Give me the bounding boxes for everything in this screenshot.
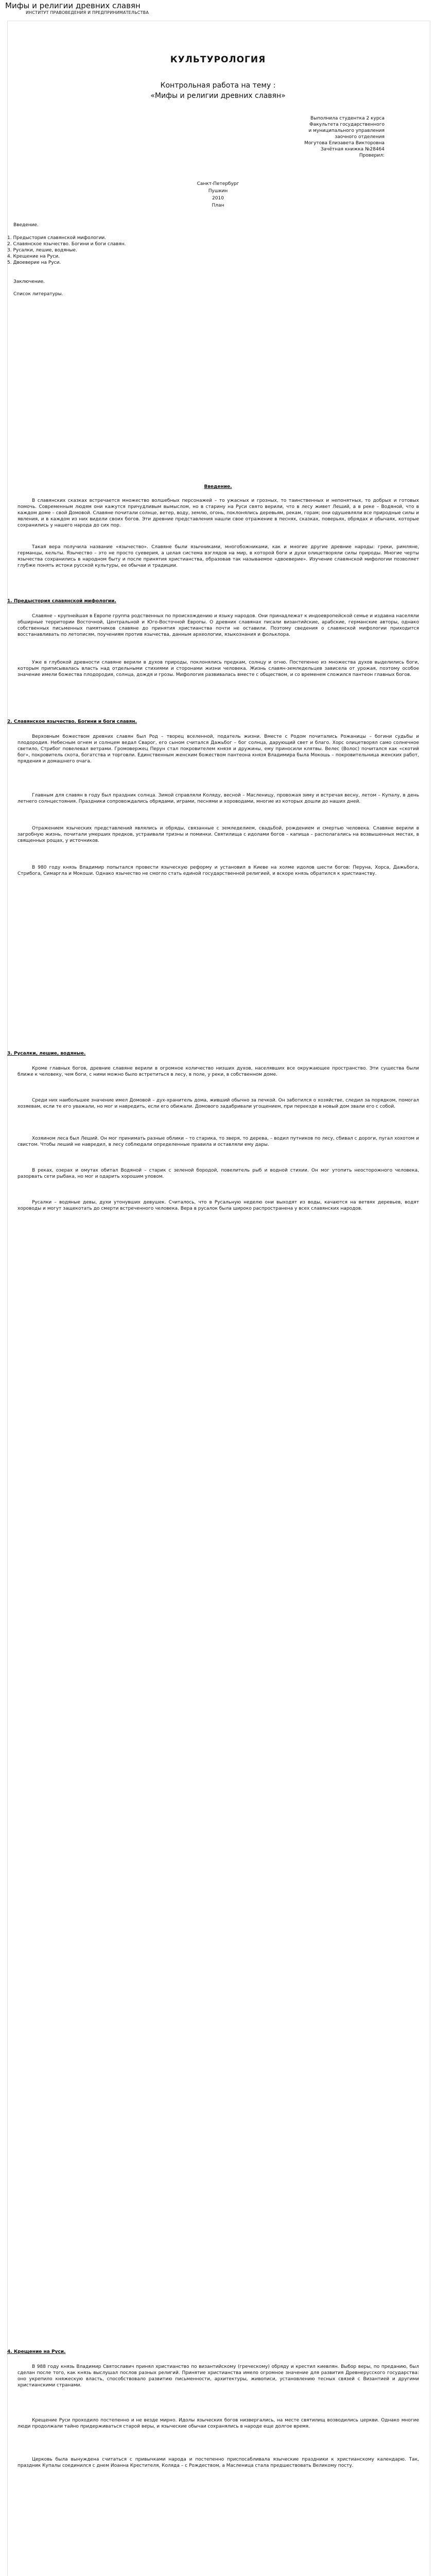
paragraph: В 988 году князь Владимир Святославич принял христианство по византийскому (греческому) обряду и крестил киевлян. Выбор веры, по преданию, был сделан после того, как князь выслушал послов разных религий. Принятие христианства имело огромное значение для развития Древнерусского государства: оно укрепило княжескую власть, способствовало развитию письменности, архитектуры, живописи, установлению тесных связей с Византией и другими христианскими странами. bbox=[18, 2364, 419, 2388]
paragraph: Церковь была вынуждена считаться с привычками народа и постепенно приспосабливала языческие праздники к христианскому календарю. Так, праздник Купалы соединился с днем Иоанна Крестителя, Коляда – с Рождеством, а Масленица стала предшествовать Великому посту. bbox=[18, 2457, 419, 2468]
toc-item: 4. Крещение на Руси. bbox=[7, 254, 60, 259]
toc-item: 2. Славянское язычество. Богини и боги славян. bbox=[7, 242, 126, 247]
toc-item: 3. Русалки, лешие, водяные. bbox=[7, 248, 77, 253]
toc-item: 1. Предыстория славянской мифологии. bbox=[7, 235, 107, 241]
section-heading-1: 1. Предыстория славянской мифологии. bbox=[7, 599, 116, 604]
literature-label: Список литературы. bbox=[13, 292, 63, 297]
author-block bbox=[304, 115, 385, 159]
year: 2010 bbox=[212, 196, 224, 201]
plan-label: План bbox=[212, 203, 224, 208]
author-line: и муниципального управления bbox=[308, 128, 385, 133]
cover-title: КУЛЬТУРОЛОГИЯ bbox=[170, 55, 266, 65]
paragraph: Отражением языческих представлений являлись и обряды, связанные с земледелием, свадьбой, рождением и смертью человека. Славяне верили в загробную жизнь, почитали умерших предков, устраивали тризны и поминки. Святилища с идолами богов – капища – располагались на возвышенных местах, в священных рощах, у источников. bbox=[18, 826, 419, 843]
paragraph: Хозяином леса был Леший. Он мог принимать разные облики – то старика, то зверя, то дерева, – водил путников по лесу, сбивал с дороги, пугал хохотом и свистом. Чтобы леший не навредил, в лесу соблюдали определенные правила и оставляли ему дары. bbox=[18, 1136, 419, 1147]
author-line: Могутова Елизавета Викторовна bbox=[304, 141, 385, 146]
section-heading-3: 3. Русалки, лешие, водяные. bbox=[7, 1051, 86, 1056]
toc-item: 5. Двоеверие на Руси. bbox=[7, 260, 61, 265]
document-title: Мифы и религии древних славян bbox=[5, 1, 141, 10]
section-heading-4: 4. Крещение на Руси. bbox=[7, 2349, 66, 2354]
paragraph: В славянских сказках встречается множество волшебных персонажей – то ужасных и грозных, то таинственных и непонятных, то добрых и готовых помочь. Современным людям они кажутся причудливым вымыслом, но в старину на Руси свято верили, что в лесу живет Леший, а в реке – Водяной, что в каждом доме – свой Домовой. Славяне почитали солнце, ветер, воду, землю, огонь, поклонялись деревьям, рекам, горам; они одушевляли все природные силы и явления, и в каждом из них видели своих богов. Эти древние представления нашли свое отражение в песнях, сказках, поверьях, обрядах и обычаях, которые сохранились у нашего народа до сих пор. bbox=[18, 498, 419, 528]
paragraph: Среди них наибольшее значение имел Домовой – дух-хранитель дома, живший обычно за печкой. Он заботился о хозяйстве, следил за порядком, помогал хозяевам, если те его уважали, но мог и навредить, если его обижали. Домового задабривали угощением, при переезде в новый дом звали его с собой. bbox=[18, 1098, 419, 1109]
section-heading-2: 2. Славянское язычество. Богини и боги славян. bbox=[7, 719, 137, 724]
author-line: Выполнила студентка 2 курса bbox=[310, 116, 385, 121]
paragraph: Уже в глубокой древности славяне верили в духов природы, поклонялись предкам, солнцу и огню. Постепенно из множества духов выделились боги, которым приписывалась власть над отдельными стихиями и сторонами жизни человека. Жизнь славян-земледельцев зависела от урожая, поэтому особое значение имели божества плодородия, солнца, дождя и грозы. Мифология развивалась вместе с обществом, и со временем сложился пантеон главных богов. bbox=[18, 660, 419, 677]
table-of-contents bbox=[7, 235, 126, 266]
paragraph: Главным для славян в году был праздник солнца. Зимой справляли Коляду, весной – Масленицу, провожая зиму и встречая весну, летом – Купалу, в день летнего солнцестояния. Праздники сопровождались обрядами, играми, песнями и хороводами, многие из которых дошли до наших дней. bbox=[18, 793, 419, 804]
intro-label: Введение. bbox=[13, 223, 39, 228]
author-line: Проверил: bbox=[359, 153, 385, 158]
paragraph: Кроме главных богов, древние славяне верили в огромное количество низших духов, населявших все окружающее пространство. Эти существа были ближе к человеку, чем боги, с ними можно было встретиться в лесу, в поле, у реки, в собственном доме. bbox=[18, 1066, 419, 1077]
paragraph: Верховным божеством древних славян был Род – творец вселенной, податель жизни. Вместе с Родом почитались Рожаницы – богини судьбы и плодородия. Небесным огнем и солнцем ведал Сварог, его сыном считался Дажьбог – бог солнца, дарующий свет и благо. Хорс олицетворял само солнечное светило, Стрибог повелевал ветрами. Громовержец Перун стал покровителем князя и дружины, ему приносили клятвы. Велес (Волос) почитался как «скотий бог», покровитель скота, богатства и торговли. Единственным женским божеством пантеона князя Владимира была Мокошь – покровительница женских работ, прядения и домашнего очага. bbox=[18, 734, 419, 764]
conclusion-label: Заключение. bbox=[13, 279, 45, 284]
author-line: Факультета государственного bbox=[309, 122, 385, 127]
city-2: Пушкин bbox=[208, 189, 228, 194]
section-heading-intro: Введение. bbox=[204, 484, 232, 489]
paragraph: Славяне – крупнейшая в Европе группа родственных по происхождению и языку народов. Они принадлежат к индоевропейской семье и издавна населяли обширные территории Восточной, Центральной и Юго-Восточной Европы. О древних славянах писали византийские, арабские, германские авторы, однако собственных письменных памятников славяне до принятия христианства почти не оставили. Поэтому сведения о славянской мифологии приходится восстанавливать по летописям, поучениям против язычества, данным археологии, языкознания и фольклора. bbox=[18, 614, 419, 637]
paragraph: Русалки – водяные девы, духи утонувших девушек. Считалось, что в Русальную неделю они выходят из воды, качаются на ветвях деревьев, водят хороводы и могут защекотать до смерти встреченного человека. Вера в русалок была широко распространена у всех славянских народов. bbox=[18, 1200, 419, 1211]
paragraph: В 980 году князь Владимир попытался провести языческую реформу и установил в Киеве на холме идолов шести богов: Перуна, Хорса, Дажьбога, Стрибога, Симаргла и Мокоши. Однако язычество не смогло стать единой государственной религией, и вскоре князь обратился к христианству. bbox=[18, 865, 419, 876]
paragraph: Такая вера получила название «язычество». Славяне были язычниками, многобожниками, как и многие другие древние народы: греки, римляне, германцы, кельты. Язычество – это не просто суеверия, а целая система взглядов на мир, в которой боги и духи олицетворяли силы природы. Многие черты язычества сохранились в народном быту и после принятия христианства, образовав так называемое «двоеверие». Изучение славянской мифологии позволяет глубже понять истоки русской культуры, ее обычаи и традиции. bbox=[18, 545, 419, 568]
cover-topic: «Мифы и религии древних славян» bbox=[150, 92, 286, 100]
author-line: Зачётная книжка №28464 bbox=[320, 147, 385, 152]
cover-subtitle: Контрольная работа на тему : bbox=[160, 81, 276, 90]
institute-header: ИНСТИТУТ ПРАВОВЕДЕНИЯ И ПРЕДПРИНИМАТЕЛЬСТВА bbox=[26, 10, 149, 15]
city: Санкт-Петербург bbox=[197, 181, 239, 187]
document-sheet bbox=[7, 21, 430, 2576]
paragraph: Крещение Руси проходило постепенно и не везде мирно. Идолы языческих богов низвергались, на месте святилищ возводились церкви. Однако многие люди продолжали тайно придерживаться старой веры, и языческие обычаи сохранялись в народе еще долгое время. bbox=[18, 2418, 419, 2429]
author-line: заочного отделения bbox=[335, 134, 385, 140]
paragraph: В реках, озерах и омутах обитал Водяной – старик с зеленой бородой, повелитель рыб и водной стихии. Он мог утопить неосторожного человека, разорвать сети рыбака, но мог и одарить хорошим уловом. bbox=[18, 1168, 419, 1179]
